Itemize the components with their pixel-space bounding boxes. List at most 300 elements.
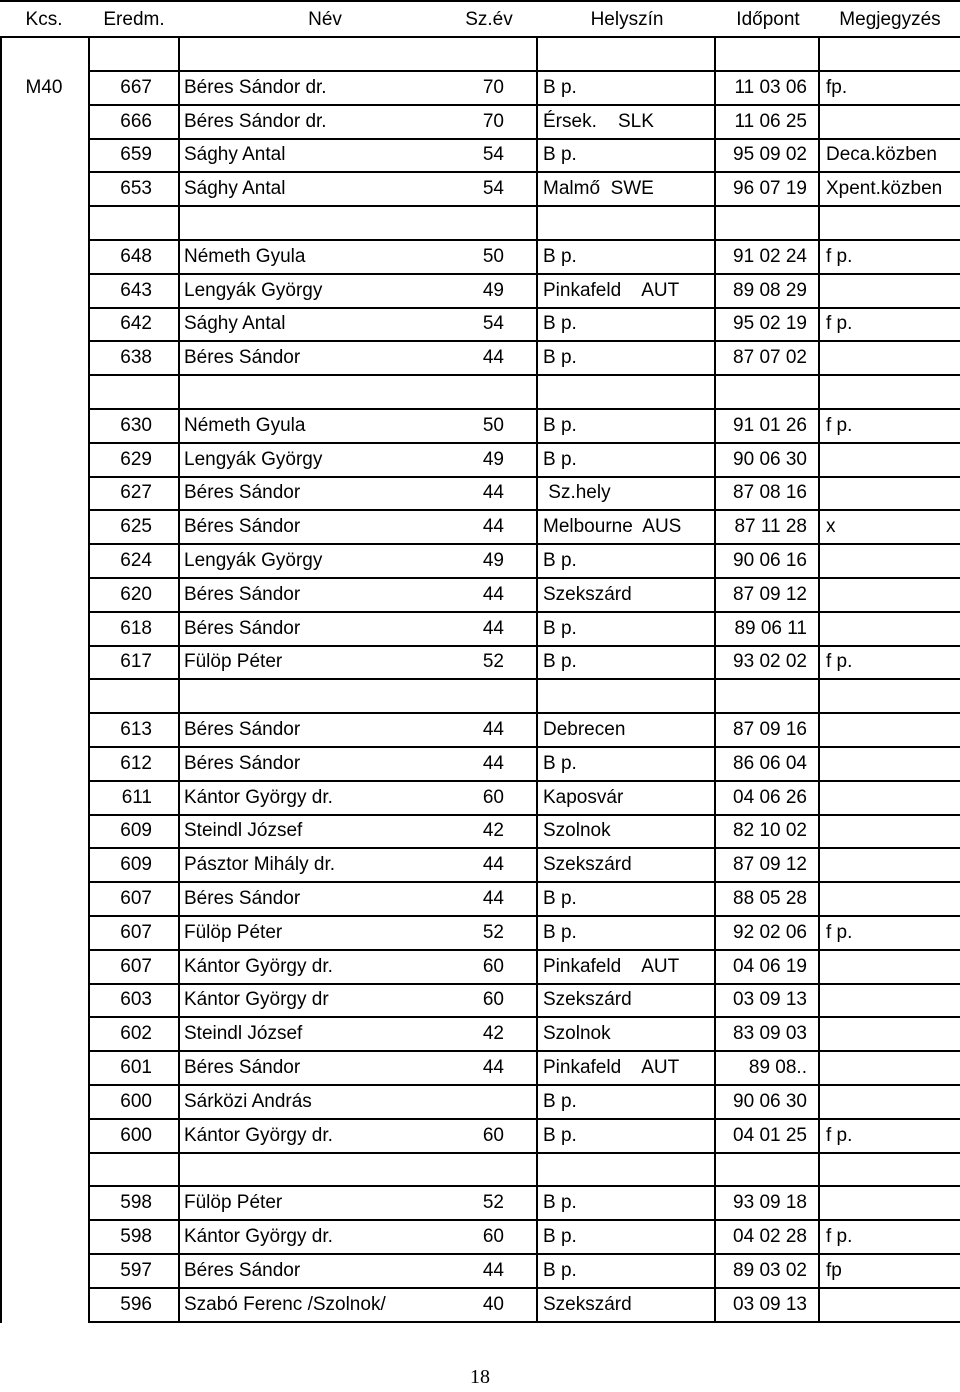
helyszin-cell: Malmő SWE: [543, 178, 654, 200]
nev-cell: Béres Sándor: [184, 719, 301, 740]
idopont-cell: 87 11 28: [734, 516, 807, 538]
eredm-cell: 607: [120, 955, 152, 977]
header-szev: Sz.év: [465, 9, 513, 30]
idopont-cell: 11 06 25: [734, 110, 807, 132]
megjegyzes-cell: [826, 680, 960, 712]
nev-cell: Béres Sándor: [184, 752, 301, 774]
szev-cell: 44: [482, 516, 504, 538]
idopont-cell: 86 06 04: [733, 752, 807, 774]
nev-cell: Béres Sándor: [184, 482, 301, 504]
table-row: [0, 849, 960, 883]
idopont-cell: 83 09 03: [733, 1023, 807, 1045]
szev-cell: [450, 1086, 504, 1118]
szev-cell: 44: [482, 1259, 504, 1281]
megjegyzes-cell: [826, 1153, 960, 1185]
header-idopont: Időpont: [736, 9, 800, 30]
szev-cell: 44: [482, 719, 504, 740]
kcs-cell: [0, 342, 88, 374]
szev-cell: 70: [482, 76, 504, 98]
helyszin-cell: B p.: [543, 617, 577, 639]
results-table: [0, 38, 960, 1323]
idopont-cell: 87 09 12: [733, 854, 807, 876]
megjegyzes-cell: f p.: [826, 414, 853, 436]
eredm-cell: [90, 207, 152, 239]
szev-cell: [450, 680, 504, 712]
idopont-cell: 87 07 02: [733, 347, 807, 369]
table-row: [0, 410, 960, 444]
nev-cell: Steindl József: [184, 1023, 303, 1045]
eredm-cell: 598: [120, 1192, 152, 1214]
idopont-cell: 87 09 12: [733, 583, 807, 605]
idopont-cell: 96 07 19: [733, 178, 807, 200]
table-row: [0, 714, 960, 748]
eredm-cell: 607: [120, 921, 152, 943]
nev-cell: Fülöp Péter: [184, 921, 283, 943]
kcs-cell: [0, 1221, 88, 1253]
table-row: [0, 207, 960, 241]
table-row: [0, 984, 960, 1018]
nev-cell: Béres Sándor: [184, 617, 301, 639]
megjegyzes-cell: [826, 883, 960, 915]
szev-cell: 60: [482, 989, 504, 1011]
eredm-cell: 624: [120, 550, 152, 571]
idopont-cell: 87 08 16: [733, 482, 807, 504]
megjegyzes-cell: [826, 984, 960, 1016]
kcs-cell: [0, 106, 88, 138]
kcs-cell: [0, 1120, 88, 1152]
megjegyzes-cell: f p.: [826, 921, 853, 943]
nev-cell: Kántor György dr.: [184, 1226, 333, 1247]
helyszin-cell: B p.: [543, 651, 577, 673]
eredm-cell: [90, 1153, 152, 1185]
table-row: [0, 38, 960, 72]
eredm-cell: 602: [120, 1023, 152, 1045]
kcs-cell: M40: [25, 76, 63, 98]
kcs-cell: [0, 139, 88, 171]
eredm-cell: 597: [120, 1259, 152, 1281]
table-row: [0, 951, 960, 985]
table-row: [0, 308, 960, 342]
megjegyzes-cell: [826, 376, 960, 408]
idopont-cell: 88 05 28: [733, 888, 807, 909]
eredm-cell: 618: [120, 617, 152, 639]
szev-cell: 60: [482, 1226, 504, 1247]
header-nev: Név: [308, 9, 342, 30]
table-row: [0, 748, 960, 782]
kcs-cell: [0, 579, 88, 611]
idopont-cell: 95 02 19: [733, 313, 807, 335]
kcs-cell: [0, 410, 88, 442]
helyszin-cell: B p.: [543, 1226, 577, 1247]
table-row: [0, 511, 960, 545]
idopont-cell: 87 09 16: [733, 719, 807, 740]
table-row: [0, 883, 960, 917]
szev-cell: 60: [482, 1124, 504, 1146]
kcs-cell: [0, 748, 88, 780]
header-kcs: Kcs.: [25, 9, 63, 30]
megjegyzes-cell: fp.: [826, 76, 848, 98]
idopont-cell: 90 06 16: [733, 550, 807, 571]
szev-cell: 49: [482, 448, 504, 470]
szev-cell: 44: [482, 482, 504, 504]
idopont-cell: [718, 38, 807, 70]
table-row: [0, 72, 960, 106]
helyszin-cell: [543, 1153, 713, 1185]
table-row: [0, 680, 960, 714]
helyszin-cell: Pinkafeld AUT: [543, 955, 680, 977]
table-row: [0, 106, 960, 140]
idopont-cell: 04 06 26: [733, 786, 807, 808]
szev-cell: 54: [482, 144, 504, 166]
nev-cell: Béres Sándor dr.: [184, 76, 327, 98]
szev-cell: 52: [482, 921, 504, 943]
kcs-cell: [0, 984, 88, 1016]
nev-cell: Steindl József: [184, 820, 303, 842]
eredm-cell: 600: [120, 1090, 152, 1112]
eredm-cell: 659: [120, 144, 152, 166]
szev-cell: 44: [482, 752, 504, 774]
kcs-cell: [0, 1255, 88, 1287]
header-megjegyzes: Megjegyzés: [839, 9, 941, 30]
idopont-cell: 82 10 02: [733, 820, 807, 842]
table-row: [0, 173, 960, 207]
eredm-cell: [90, 680, 152, 712]
idopont-cell: 11 03 06: [734, 76, 807, 98]
kcs-cell: [0, 477, 88, 509]
nev-cell: Béres Sándor: [184, 583, 301, 605]
helyszin-cell: [543, 376, 713, 408]
helyszin-cell: Melbourne AUS: [543, 516, 682, 538]
idopont-cell: 03 09 13: [733, 1293, 807, 1315]
szev-cell: 40: [482, 1293, 504, 1315]
kcs-cell: [0, 680, 88, 712]
kcs-cell: [0, 308, 88, 340]
table-bottom-border: [88, 1321, 960, 1323]
kcs-cell: [0, 241, 88, 273]
megjegyzes-cell: [826, 38, 960, 70]
eredm-cell: 611: [121, 786, 152, 808]
megjegyzes-cell: [826, 477, 960, 509]
szev-cell: 60: [482, 955, 504, 977]
megjegyzes-cell: f p.: [826, 245, 853, 267]
szev-cell: 44: [482, 854, 504, 876]
nev-cell: Németh Gyula: [184, 245, 306, 267]
kcs-cell: [0, 511, 88, 543]
helyszin-cell: B p.: [543, 245, 577, 267]
nev-cell: [184, 207, 474, 239]
helyszin-cell: B p.: [543, 1124, 577, 1146]
helyszin-cell: [543, 207, 713, 239]
eredm-cell: 601: [120, 1057, 152, 1078]
kcs-cell: [0, 275, 88, 307]
table-row: [0, 342, 960, 376]
nev-cell: [184, 38, 474, 70]
helyszin-cell: [543, 680, 713, 712]
eredm-cell: 609: [120, 820, 152, 842]
nev-cell: Béres Sándor dr.: [184, 110, 327, 132]
eredm-cell: 667: [120, 76, 152, 98]
idopont-cell: 04 01 25: [733, 1124, 807, 1146]
idopont-cell: 90 06 30: [733, 1090, 807, 1112]
szev-cell: [450, 38, 504, 70]
megjegyzes-cell: [826, 613, 960, 645]
table-row: [0, 815, 960, 849]
megjegyzes-cell: [826, 951, 960, 983]
kcs-cell: [0, 883, 88, 915]
kcs-cell: [0, 1153, 88, 1185]
idopont-cell: [718, 680, 807, 712]
header-eredm: Eredm.: [103, 9, 165, 30]
table-row: [0, 139, 960, 173]
szev-cell: 60: [482, 786, 504, 808]
megjegyzes-cell: [826, 748, 960, 780]
kcs-cell: [0, 782, 88, 814]
idopont-cell: [718, 376, 807, 408]
kcs-cell: [0, 1052, 88, 1084]
table-row: [0, 444, 960, 478]
page-number: 18: [470, 1366, 490, 1388]
table-row: [0, 1153, 960, 1187]
helyszin-cell: B p.: [543, 1090, 577, 1112]
helyszin-cell: Szekszárd: [543, 583, 632, 605]
kcs-cell: [0, 1018, 88, 1050]
megjegyzes-cell: [826, 275, 960, 307]
eredm-cell: 620: [120, 583, 152, 605]
megjegyzes-cell: [826, 207, 960, 239]
table-row: [0, 1018, 960, 1052]
szev-cell: 42: [482, 820, 504, 842]
eredm-cell: [90, 376, 152, 408]
megjegyzes-cell: [826, 1018, 960, 1050]
nev-cell: Lengyák György: [184, 279, 323, 301]
eredm-cell: 613: [120, 719, 152, 740]
helyszin-cell: B p.: [543, 752, 577, 774]
kcs-cell: [0, 173, 88, 205]
kcs-cell: [0, 207, 88, 239]
nev-cell: Lengyák György: [184, 448, 323, 470]
szev-cell: 49: [482, 279, 504, 301]
helyszin-cell: Szekszárd: [543, 989, 632, 1011]
table-row: [0, 376, 960, 410]
helyszin-cell: B p.: [543, 888, 577, 909]
megjegyzes-cell: Xpent.közben: [826, 178, 943, 200]
idopont-cell: [718, 207, 807, 239]
kcs-cell: [0, 444, 88, 476]
helyszin-cell: B p.: [543, 313, 577, 335]
idopont-cell: 91 01 26: [733, 414, 807, 436]
szev-cell: 54: [482, 178, 504, 200]
idopont-cell: 95 09 02: [733, 144, 807, 166]
szev-cell: [450, 207, 504, 239]
eredm-cell: 609: [120, 854, 152, 876]
nev-cell: [184, 376, 474, 408]
nev-cell: Sághy Antal: [184, 144, 286, 166]
eredm-cell: 607: [120, 888, 152, 909]
szev-cell: 70: [482, 110, 504, 132]
megjegyzes-cell: [826, 849, 960, 881]
table-row: [0, 613, 960, 647]
eredm-cell: 666: [120, 110, 152, 132]
header-helyszin: Helyszín: [590, 9, 664, 30]
nev-cell: Kántor György dr.: [184, 955, 333, 977]
megjegyzes-cell: x: [826, 516, 836, 538]
helyszin-cell: B p.: [543, 414, 577, 436]
kcs-cell: [0, 951, 88, 983]
kcs-cell: [0, 545, 88, 577]
szev-cell: 44: [482, 347, 504, 369]
table-row: [0, 241, 960, 275]
helyszin-cell: Kaposvár: [543, 786, 624, 808]
kcs-cell: [0, 1289, 88, 1321]
megjegyzes-cell: [826, 579, 960, 611]
eredm-cell: 596: [120, 1293, 152, 1315]
megjegyzes-cell: fp: [826, 1259, 842, 1281]
helyszin-cell: Szekszárd: [543, 1293, 632, 1315]
kcs-cell: [0, 1187, 88, 1219]
helyszin-cell: B p.: [543, 1192, 577, 1214]
megjegyzes-cell: [826, 342, 960, 374]
kcs-cell: [0, 376, 88, 408]
eredm-cell: 598: [120, 1226, 152, 1247]
helyszin-cell: Debrecen: [543, 719, 626, 740]
helyszin-cell: B p.: [543, 347, 577, 369]
helyszin-cell: B p.: [543, 76, 577, 98]
idopont-cell: 92 02 06: [733, 921, 807, 943]
helyszin-cell: B p.: [543, 921, 577, 943]
table-row: [0, 1255, 960, 1289]
kcs-cell: [0, 38, 88, 70]
kcs-cell: [0, 613, 88, 645]
kcs-cell: [0, 646, 88, 678]
megjegyzes-cell: [826, 545, 960, 577]
eredm-cell: 638: [120, 347, 152, 369]
megjegyzes-cell: [826, 1187, 960, 1219]
nev-cell: Sárközi András: [184, 1090, 312, 1112]
table-row: [0, 545, 960, 579]
eredm-cell: 648: [120, 245, 152, 267]
megjegyzes-cell: [826, 1289, 960, 1321]
table-row: [0, 1289, 960, 1323]
helyszin-cell: B p.: [543, 1259, 577, 1281]
helyszin-cell: Sz.hely: [543, 482, 611, 504]
nev-cell: Szabó Ferenc /Szolnok/: [184, 1293, 386, 1315]
idopont-cell: 89 08..: [748, 1057, 807, 1078]
idopont-cell: 89 08 29: [733, 279, 807, 301]
table-row: [0, 917, 960, 951]
nev-cell: Béres Sándor: [184, 1259, 301, 1281]
eredm-cell: 627: [120, 482, 152, 504]
table-header: [0, 0, 960, 38]
table-row: [0, 1221, 960, 1255]
nev-cell: Béres Sándor: [184, 516, 301, 538]
table-row: [0, 782, 960, 816]
nev-cell: Béres Sándor: [184, 1057, 301, 1078]
nev-cell: Sághy Antal: [184, 178, 286, 200]
table-row: [0, 275, 960, 309]
szev-cell: [450, 376, 504, 408]
helyszin-cell: B p.: [543, 144, 577, 166]
kcs-cell: [0, 917, 88, 949]
kcs-cell: [0, 815, 88, 847]
megjegyzes-cell: f p.: [826, 1124, 853, 1146]
eredm-cell: 653: [120, 178, 152, 200]
szev-cell: 44: [482, 888, 504, 909]
eredm-cell: 612: [120, 752, 152, 774]
szev-cell: 44: [482, 1057, 504, 1078]
table-row: [0, 1086, 960, 1120]
helyszin-cell: Szekszárd: [543, 854, 632, 876]
nev-cell: Kántor György dr.: [184, 1124, 333, 1146]
idopont-cell: 89 03 02: [733, 1259, 807, 1281]
nev-cell: Lengyák György: [184, 550, 323, 571]
megjegyzes-cell: [826, 444, 960, 476]
nev-cell: Kántor György dr.: [184, 786, 333, 808]
nev-cell: Sághy Antal: [184, 313, 286, 335]
szev-cell: 44: [482, 617, 504, 639]
helyszin-cell: Érsek. SLK: [543, 110, 654, 132]
nev-cell: [184, 680, 474, 712]
eredm-cell: 600: [120, 1124, 152, 1146]
szev-cell: 44: [482, 583, 504, 605]
eredm-cell: 603: [120, 989, 152, 1011]
idopont-cell: 89 06 11: [734, 617, 807, 639]
table-row: [0, 477, 960, 511]
megjegyzes-cell: [826, 106, 960, 138]
nev-cell: Béres Sándor: [184, 347, 301, 369]
megjegyzes-cell: [826, 782, 960, 814]
helyszin-cell: Szolnok: [543, 820, 611, 842]
szev-cell: 50: [482, 245, 504, 267]
helyszin-cell: B p.: [543, 550, 577, 571]
megjegyzes-cell: f p.: [826, 313, 853, 335]
eredm-cell: 630: [120, 414, 152, 436]
eredm-cell: 642: [120, 313, 152, 335]
nev-cell: [184, 1153, 474, 1185]
szev-cell: 50: [482, 414, 504, 436]
megjegyzes-cell: [826, 714, 960, 746]
idopont-cell: 93 09 18: [733, 1192, 807, 1214]
megjegyzes-cell: [826, 1086, 960, 1118]
megjegyzes-cell: [826, 1052, 960, 1084]
table-row: [0, 1120, 960, 1154]
idopont-cell: 03 09 13: [733, 989, 807, 1011]
kcs-cell: [0, 1086, 88, 1118]
table-row: [0, 579, 960, 613]
table-row: [0, 1187, 960, 1221]
idopont-cell: 04 06 19: [733, 955, 807, 977]
megjegyzes-cell: Deca.közben: [826, 144, 937, 166]
kcs-cell: [0, 714, 88, 746]
eredm-cell: 643: [120, 279, 152, 301]
szev-cell: 52: [482, 651, 504, 673]
szev-cell: 42: [482, 1023, 504, 1045]
nev-cell: Kántor György dr: [184, 989, 329, 1011]
idopont-cell: [718, 1153, 807, 1185]
eredm-cell: 617: [120, 651, 152, 673]
idopont-cell: 90 06 30: [733, 448, 807, 470]
helyszin-cell: [543, 38, 713, 70]
eredm-cell: 629: [120, 448, 152, 470]
nev-cell: Béres Sándor: [184, 888, 301, 909]
helyszin-cell: Pinkafeld AUT: [543, 1057, 680, 1078]
eredm-cell: 625: [120, 516, 152, 538]
table-row: [0, 1052, 960, 1086]
table-row: [0, 646, 960, 680]
megjegyzes-cell: f p.: [826, 1226, 853, 1247]
helyszin-cell: B p.: [543, 448, 577, 470]
megjegyzes-cell: [826, 815, 960, 847]
nev-cell: Pásztor Mihály dr.: [184, 854, 335, 876]
